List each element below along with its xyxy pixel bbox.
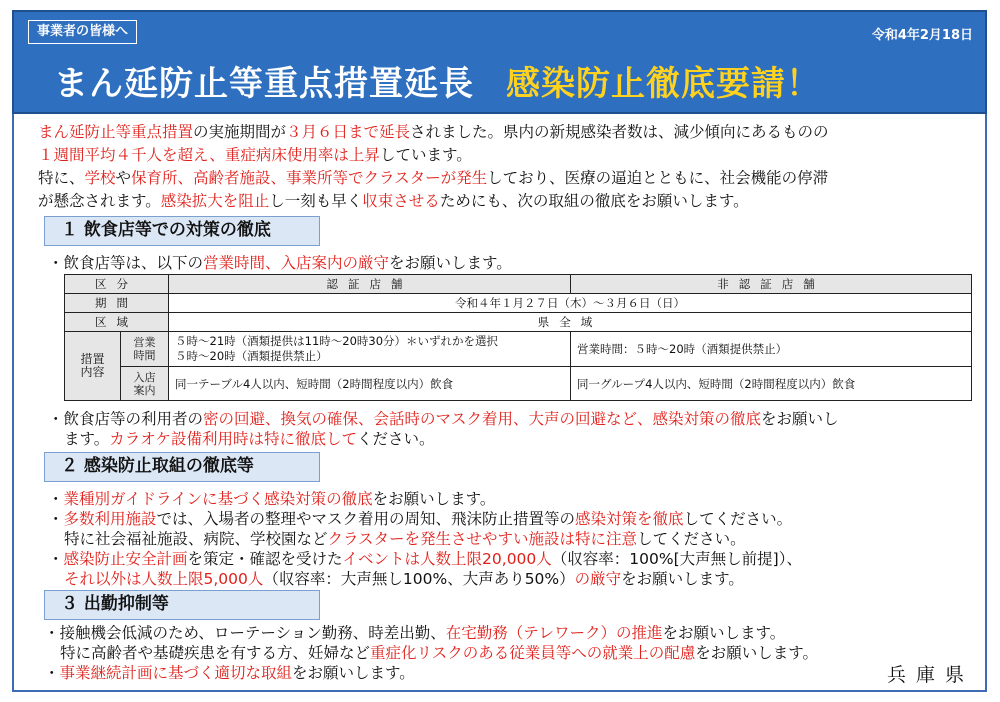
bullet-text: （収容率：100%[大声無し前提]）、 [551,550,802,568]
title-main: まん延防止等重点措置延長 [54,64,474,104]
bullet-text: それ以外は人数上限5,000人 [64,570,264,588]
table-header-uncertified: 非認証店舗 [571,275,972,294]
period-value: 令和４年１月２７日（木）～３月６日（日） [169,294,972,313]
bullet-text: では、入場者の整理やマスク着用の周知、飛沫防止措置等の [156,510,576,528]
hours-label-1: 営業 [133,336,156,349]
bullet-text: をお願いします。 [372,490,496,508]
intro-text: まん延防止等重点措置 [38,123,194,141]
bullet-text: ・飲食店等の利用者の [48,410,204,428]
bullet-text: 在宅勤務（テレワーク）の推進 [445,624,663,642]
intro-text: 学校 [84,169,116,187]
table-header-kubun: 区分 [65,275,169,294]
table-row [65,275,972,294]
s1-bullet-2 [48,408,839,430]
bullet-text: （収容率：大声無し100%、大声あり50%） [263,570,575,588]
bullet-text: 重症化リスクのある従業員等への就業上の配慮 [370,644,696,662]
bullet-text: をお願いします。 [662,624,786,642]
intro-text: されました。県内の新規感染者数は、減少傾向にあるものの [410,123,829,141]
s3-bullet-1 [44,622,785,644]
section-heading-3: ３ 出勤抑制等 [44,590,320,620]
measures-label-1: 措置 [80,352,105,366]
bullet-text: をお願いします。 [389,254,512,272]
intro-text: 特に、 [38,169,85,187]
section-heading-1: １ 飲食店等での対策の徹底 [44,216,320,246]
bullet-text: をお願いし [761,410,839,428]
bullet-text: 感染対策を徹底 [575,510,684,528]
s3-bullet-2 [44,662,415,684]
intro-text: や [115,169,132,187]
area-value: 県全域 [169,313,972,332]
title-accent: 感染防止徹底要請！ [506,64,821,104]
s1-bullet-2-cont [64,428,434,450]
bullet-text: してください。 [683,510,793,528]
bullet-text: してください。 [637,530,746,548]
bullet-text: 特に社会福祉施設、病院、学校園など [64,530,328,548]
bullet-text: ・飲食店等は、以下の [48,254,204,272]
area-label: 区域 [65,313,169,332]
intro-text: 収束させる [362,192,440,210]
intro-text: が懸念されます。 [38,192,161,210]
bullet-text: 密の回避、換気の確保、会話時のマスク着用、大声の回避など、感染対策の徹底 [203,410,762,428]
hours-certified-1: ５時～21時（酒類提供は11時～20時30分）＊いずれかを選択 [175,334,499,348]
bullet-text: 事業継続計画に基づく適切な取組 [59,664,293,682]
bullet-text: ・ [48,490,64,508]
guidance-uncertified: 同一グループ4人以内、短時間（2時間程度以内）飲食 [571,367,972,401]
s3-bullet-1-cont [60,642,818,664]
s2-bullet-3 [48,548,802,570]
s2-bullet-3-cont [64,568,744,590]
issue-date: 令和4年2月18日 [871,28,973,43]
bullet-text: ます。 [64,430,110,448]
period-label: 期間 [65,294,169,313]
bullet-text: をお願いします。 [695,644,818,662]
bullet-text: ・接触機会低減のため、ローテーション勤務、時差出勤、 [44,624,446,642]
bullet-text: ・ [48,550,64,568]
header-banner [12,10,987,114]
table-row [65,332,972,367]
s2-bullet-2-cont [64,528,746,550]
intro-text: 保育所、高齢者施設、事業所等でクラスターが発生 [131,169,488,187]
table-header-certified: 認証店舗 [169,275,571,294]
bullet-text: の厳守 [574,570,622,588]
measures-table [64,274,972,401]
table-row [65,313,972,332]
intro-text: しています。 [379,146,472,164]
measures-label-2: 内容 [80,365,105,379]
guidance-certified: 同一テーブル4人以内、短時間（2時間程度以内）飲食 [169,367,571,401]
bullet-text: 特に高齢者や基礎疾患を有する方、妊婦など [60,644,371,662]
table-row [65,294,972,313]
hours-uncertified: 営業時間：５時～20時（酒類提供禁止） [571,332,972,367]
hours-label [121,332,169,367]
intro-text: ためにも、次の取組の徹底をお願いします。 [439,192,749,210]
section-heading-2: ２ 感染防止取組の徹底等 [44,452,320,482]
intro-text: の実施期間が [193,123,287,141]
hours-certified-2: ５時～20時（酒類提供禁止） [175,349,328,363]
intro-text: し一刻も早く [269,192,363,210]
hours-label-2: 時間 [133,349,156,362]
intro-text: １週間平均４千人を超え、重症病床使用率は上昇 [38,146,380,164]
bullet-text: 営業時間、入店案内の厳守 [203,254,390,272]
bullet-text: 業種別ガイドラインに基づく感染対策の徹底 [63,490,373,508]
intro-text: 感染拡大を阻止 [160,192,270,210]
guidance-label-1: 入店 [133,370,156,384]
intro-text: しており、医療の逼迫とともに、社会機能の停滞 [487,169,829,187]
hours-certified [169,332,571,367]
bullet-text: イベントは人数上限20,000人 [342,550,552,568]
s1-bullet-1 [48,252,512,274]
bullet-text: ・ [48,510,64,528]
audience-tag: 事業者の皆様へ [28,20,137,44]
bullet-text: を策定・確認を受けた [187,550,343,568]
bullet-text: カラオケ設備利用時は特に徹底して [109,430,357,448]
s2-bullet-1 [48,488,495,510]
guidance-label [121,367,169,401]
bullet-text: をお願いします。 [292,664,415,682]
intro-text: ３月６日まで延長 [286,123,411,141]
bullet-text: ください。 [356,430,435,448]
bullet-text: ・ [44,664,60,682]
bullet-text: をお願いします。 [621,570,744,588]
prefecture-name: 兵庫県 [886,664,974,686]
page-title [54,56,821,105]
measures-label [65,332,121,401]
s2-bullet-2 [48,508,792,530]
table-row [65,367,972,401]
bullet-text: 感染防止安全計画 [63,550,188,568]
guidance-label-2: 案内 [133,383,156,397]
intro-paragraph [38,121,978,213]
bullet-text: クラスターを発生させやすい施設は特に注意 [327,530,638,548]
bullet-text: 多数利用施設 [63,510,157,528]
